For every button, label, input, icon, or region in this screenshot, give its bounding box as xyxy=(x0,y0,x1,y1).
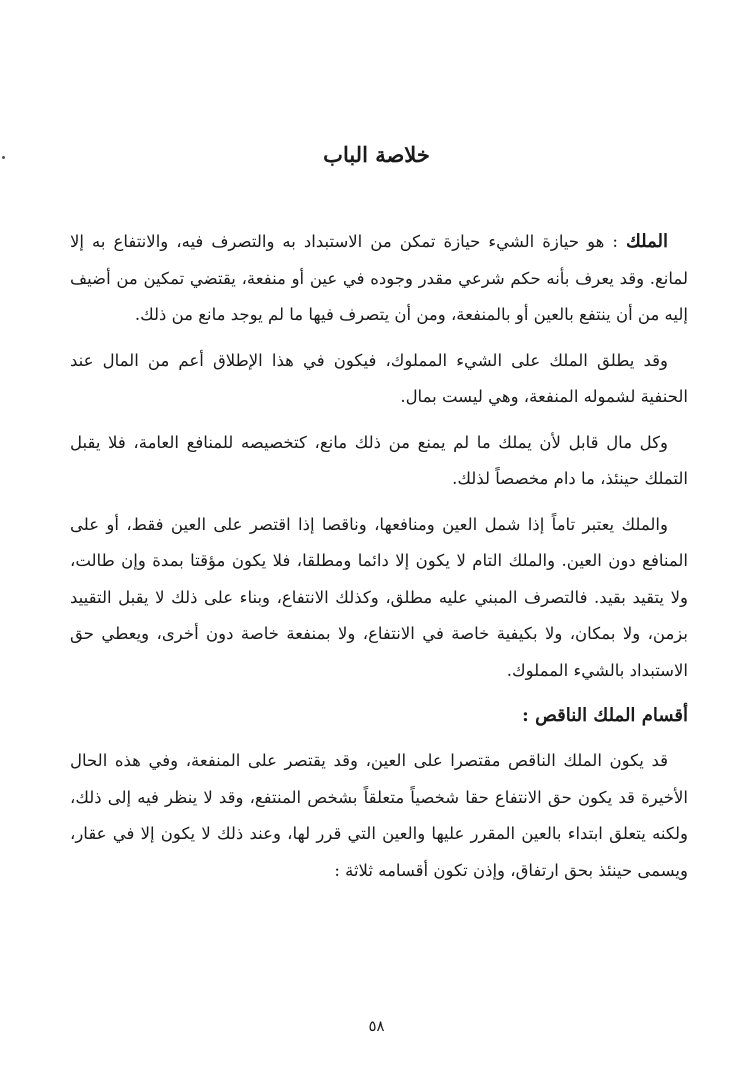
paragraph-incomplete-ownership: قد يكون الملك الناقص مقتصرا على العين، وقد يقتصر على المنفعة، وفي هذه الحال الأخيرة قد يكون حق الانتفاع حقا شخصياً متعلقاً بشخص المنتفع، وقد لا ينظر فيه إلى ذلك، ولكنه يتعلق ابتداء بالعين المقرر عليها والعين التي قرر لها، وعند ذلك لا يكون إلا في عقار، ويسمى حينئذ بحق ارتفاق، وإذن تكون أقسامه ثلاثة : xyxy=(70,751,688,880)
chapter-summary-heading: خلاصة الباب xyxy=(323,142,430,167)
paragraph-ownable-property: وكل مال قابل لأن يملك ما لم يمنع من ذلك مانع، كتخصيصه للمنافع العامة، فلا يقبل التملك حينئذ، ما دام مخصصاً لذلك. xyxy=(70,432,688,488)
paragraph-ownership-definition xyxy=(70,224,688,334)
body-text xyxy=(70,224,688,889)
paragraph-text: : هو حيازة الشيء حيازة تمكن من الاستبداد به والتصرف فيه، والانتفاع به إلا لمانع. وقد يعرف بأنه حكم شرعي مقدر وجوده في عين أو منفعة، يقتضي تمكين من أضيف إليه من أن ينتفع بالعين أو بالمنفعة، ومن أن يتصرف فيها ما لم يوجد مانع من ذلك. xyxy=(70,232,688,324)
defined-term: الملك xyxy=(625,231,668,252)
incomplete-ownership-subheading: أقسام الملك الناقص : xyxy=(522,705,688,726)
paragraph-complete-ownership: والملك يعتبر تاماً إذا شمل العين ومنافعها، وناقصا إذا اقتصر على العين فقط، أو على المنافع دون العين. والملك التام لا يكون إلا دائما ومطلقا، فلا يكون مؤقتا بمدة وإن طالت، ولا يتقيد بقيد. فالتصرف المبني عليه مطلق، وكذلك الانتفاع، وبناء على ذلك لا يقبل التقييد بزمن، ولا بمكان، ولا بكيفية خاصة في الانتفاع، ولا بمنفعة خاصة دون أخرى، ويعطي حق الاستبداد بالشيء المملوك. xyxy=(70,514,688,680)
paragraph-owned-thing: وقد يطلق الملك على الشيء المملوك، فيكون في هذا الإطلاق أعم من المال عند الحنفية لشموله المنفعة، وهي ليست بمال. xyxy=(70,350,688,406)
page-number: ٥٨ xyxy=(368,1017,385,1035)
